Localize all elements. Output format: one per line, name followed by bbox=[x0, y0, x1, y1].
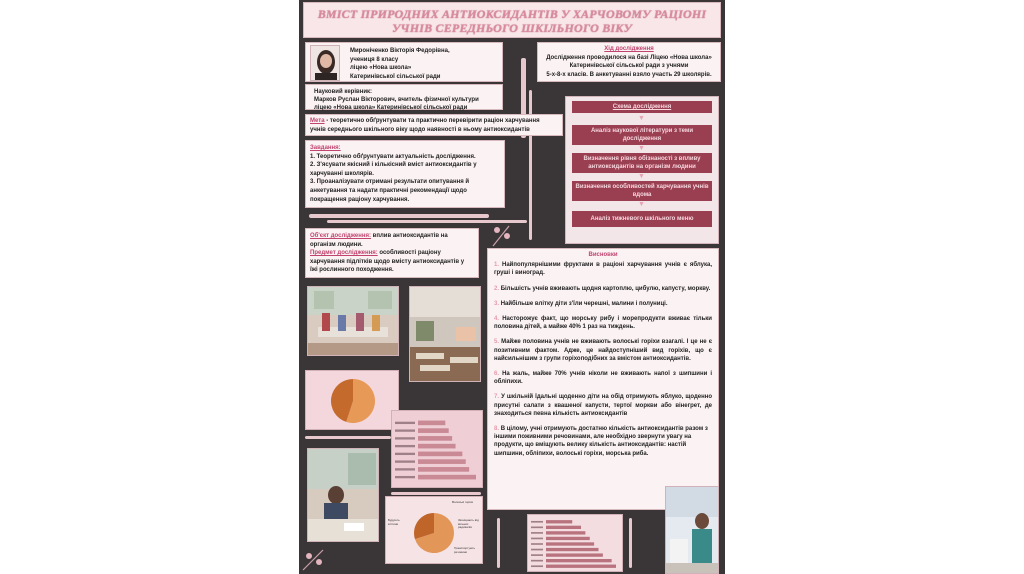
bar-category-label bbox=[531, 565, 543, 567]
bar bbox=[546, 526, 581, 529]
task-1: 1. Теоретично обґрунтувати актуальність дослідження. bbox=[310, 153, 476, 160]
pie2-label-bottom: Транспортують речовини bbox=[454, 546, 476, 554]
right-margin bbox=[725, 0, 1024, 574]
arrow-down-icon: ▼ bbox=[638, 173, 645, 180]
scheme-step-4: Аналіз тижневого шкільного меню bbox=[572, 211, 712, 227]
goal-text-1: - теоретично обґрунтувати та практично перевірити раціон харчування bbox=[324, 118, 540, 124]
pie-chart-1 bbox=[305, 370, 399, 430]
conclusion-item: 4. Насторожує факт, що морську рибу і морепродукти вживає тільки половина дітей, а майже 40% 1 раз на тиждень. bbox=[494, 316, 712, 331]
pie2-label-right: Захищають від вільних радикалів bbox=[458, 518, 479, 530]
bar-category-label bbox=[395, 445, 415, 447]
left-margin bbox=[0, 0, 299, 574]
scheme-step-3: Визначення особливостей харчування учнів вдома bbox=[572, 181, 712, 201]
bar bbox=[418, 452, 462, 457]
decor-bar bbox=[497, 518, 500, 568]
goal-card bbox=[305, 114, 563, 136]
scheme-heading: Схема дослідження bbox=[572, 101, 712, 113]
bar-category-label bbox=[531, 543, 543, 545]
bar bbox=[546, 559, 612, 562]
pie2-label-left: Будують клітини bbox=[388, 518, 400, 526]
object-card bbox=[305, 228, 479, 278]
bar bbox=[546, 565, 616, 568]
dining-hall-photo bbox=[409, 286, 481, 382]
supervisor-line-1: Марков Руслан Вікторович, вчитель фізичної культури bbox=[314, 97, 479, 103]
object-text-2: організм людини. bbox=[310, 241, 363, 248]
task-2b: харчуванні школярів. bbox=[310, 170, 374, 177]
author-council: Катеринівської сільської ради bbox=[350, 73, 441, 80]
progress-card bbox=[537, 42, 721, 82]
bar bbox=[418, 475, 476, 480]
bar bbox=[418, 467, 469, 472]
bar-category-label bbox=[531, 521, 543, 523]
task-3b: анкетування та надати практичні рекомендації щодо bbox=[310, 187, 467, 194]
decor-bar bbox=[305, 436, 391, 439]
goal-text-2: учнів середнього шкільного віку щодо наявності в ньому антиоксидантів bbox=[310, 126, 530, 133]
scheme-step-1: Аналіз наукової літератури з теми дослідження bbox=[572, 125, 712, 145]
title-line-2: УЧНІВ СЕРЕДНЬОГО ШКІЛЬНОГО ВІКУ bbox=[391, 21, 633, 35]
decor-bar bbox=[629, 518, 632, 568]
decor-bar bbox=[309, 214, 489, 218]
task-3a: 3. Проаналізувати отримані результати опитування й bbox=[310, 179, 470, 186]
bar bbox=[546, 553, 603, 556]
task-2a: 2. З'ясувати якісний і кількісний вміст антиоксидантів у bbox=[310, 162, 477, 169]
teacher-photo bbox=[307, 448, 379, 542]
bar-chart-1 bbox=[391, 410, 483, 488]
bar bbox=[418, 428, 449, 433]
task-3c: покращення раціону харчування. bbox=[310, 196, 410, 203]
tasks-card bbox=[305, 140, 505, 208]
supervisor-line-2: ліцею «Нова школа» Катеринівської сільської ради bbox=[314, 105, 468, 111]
pie-chart-2 bbox=[385, 496, 483, 564]
title-line-1: ВМІСТ ПРИРОДНИХ АНТИОКСИДАНТІВ У ХАРЧОВОМУ РАЦІОНІ bbox=[317, 7, 707, 21]
bar bbox=[418, 421, 445, 426]
arrow-down-icon: ▼ bbox=[638, 115, 645, 122]
bar bbox=[546, 542, 594, 545]
object-text-1: вплив антиоксидантів на bbox=[371, 233, 448, 239]
bar-category-label bbox=[531, 549, 543, 551]
author-card bbox=[305, 42, 503, 82]
bar-category-label bbox=[395, 468, 415, 470]
author-school: ліцею «Нова школа» bbox=[350, 65, 412, 71]
research-scheme bbox=[565, 96, 719, 244]
bar bbox=[546, 537, 590, 540]
conclusions-heading: Висновки bbox=[588, 252, 618, 258]
subject-label: Предмет дослідження: bbox=[310, 250, 378, 257]
conclusion-item: 1. Найпопулярнішими фруктами в раціоні харчування учнів є яблука, груші і виноград. bbox=[494, 262, 712, 277]
bar bbox=[546, 531, 585, 534]
supervisor-card bbox=[305, 84, 503, 110]
bar-category-label bbox=[395, 422, 415, 424]
subject-text-2: харчування підлітків щодо вмісту антиоксидантів у bbox=[310, 258, 465, 265]
bar bbox=[418, 436, 452, 441]
progress-heading: Хід дослідження bbox=[604, 46, 654, 52]
bar-category-label bbox=[531, 560, 543, 562]
author-grade: учениця 8 класу bbox=[350, 56, 399, 63]
supervisor-heading: Науковий керівник: bbox=[314, 89, 373, 95]
conclusion-item: 2. Більшість учнів вживають щодня картоплю, цибулю, капусту, моркву. bbox=[494, 285, 711, 292]
classroom-photo bbox=[307, 286, 399, 356]
decor-bar bbox=[391, 492, 481, 495]
progress-line-3: 5-х-8-х класів. В анкетуванні взяло участь 29 школярів. bbox=[546, 71, 712, 78]
flower-decoration-icon bbox=[301, 546, 327, 572]
conclusions-card bbox=[487, 248, 719, 510]
pie2-label-top: Волоські горіхи bbox=[452, 500, 474, 504]
progress-line-1: Дослідження проводилося на базі Ліцею «Нова школа» bbox=[546, 54, 712, 61]
conclusion-item: 6. На жаль, майже 70% учнів ніколи не вживають напої з шипшини і обліпихи. bbox=[494, 371, 712, 386]
subject-text-3: їжі рослинного походження. bbox=[310, 267, 394, 274]
bar-category-label bbox=[531, 527, 543, 529]
poster-slide bbox=[299, 0, 725, 574]
arrow-down-icon: ▼ bbox=[638, 201, 645, 208]
flower-decoration-icon bbox=[489, 222, 515, 248]
bar bbox=[418, 459, 466, 464]
arrow-down-icon: ▼ bbox=[638, 145, 645, 152]
bar-category-label bbox=[531, 532, 543, 534]
progress-line-2: Катеринівської сільської ради з учнями bbox=[569, 63, 689, 69]
bar bbox=[546, 520, 572, 523]
author-name: Мироніченко Вікторія Федорівна, bbox=[350, 48, 450, 54]
bar-category-label bbox=[395, 429, 415, 431]
bar-category-label bbox=[395, 476, 415, 478]
decor-bar bbox=[529, 90, 532, 240]
bar-chart-2 bbox=[527, 514, 623, 572]
subject-text-1: особливості раціону bbox=[377, 250, 441, 257]
tasks-heading: Завдання: bbox=[310, 145, 341, 151]
conclusion-item: 3. Найбільше влітку діти з'їли черешні, малини і полуниці. bbox=[494, 300, 668, 307]
bar-category-label bbox=[531, 538, 543, 540]
conclusion-item: 7. У шкільній їдальні щоденно діти на обід отримують яблуко, щоденно присутні салати з квашеної капусти, тертої моркви або вінегрет, де знаходиться певна кількість антиоксидантів bbox=[494, 394, 712, 417]
conclusion-item: 8. В цілому, учні отримують достатню кількість антиоксидантів разом з іншими поживними речовинами, але необхідно звернути увагу на продукти, що вміщують велику кількість антиоксидантів: настій шипшини, обліпихи, волоські горіхи, морська риба. bbox=[494, 426, 708, 457]
bar bbox=[546, 548, 599, 551]
bar-category-label bbox=[395, 453, 415, 455]
conclusion-item: 5. Майже половина учнів не вживають волоські горіхи взагалі. І це не є позитивним фактом. Адже, це найдоступніший вид горіхів, що є найсильнішим з групи горіхоподібних за вмістом антиоксидантів. bbox=[494, 339, 713, 362]
student-photo bbox=[665, 486, 719, 574]
author-photo bbox=[310, 45, 340, 81]
goal-label: Мета bbox=[310, 118, 325, 124]
object-label: Об'єкт дослідження: bbox=[310, 233, 371, 239]
poster-title bbox=[303, 2, 721, 38]
bar-category-label bbox=[531, 554, 543, 556]
bar-category-label bbox=[395, 460, 415, 462]
bar bbox=[418, 444, 456, 449]
bar-category-label bbox=[395, 437, 415, 439]
scheme-step-2: Визначення рівня обізнаності з впливу антиоксидантів на організм людини bbox=[572, 153, 712, 173]
